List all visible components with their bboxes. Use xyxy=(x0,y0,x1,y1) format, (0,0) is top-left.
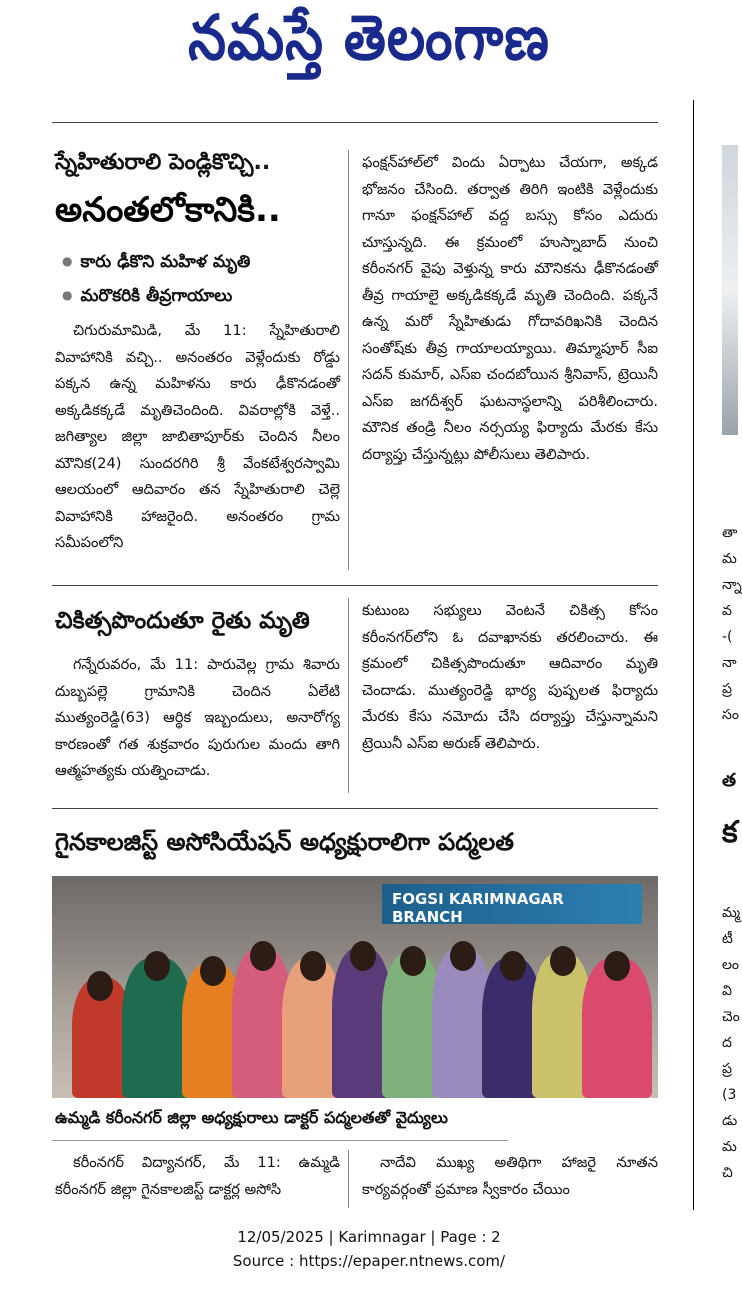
adjacent-column-fragment xyxy=(722,100,742,1210)
fragment-text: నా xyxy=(722,655,737,671)
story2-bottom-rule xyxy=(52,808,658,809)
photo-head xyxy=(87,971,113,1001)
photo-banner: FOGSI KARIMNAGAR BRANCH xyxy=(382,884,642,924)
masthead xyxy=(0,0,738,95)
story3-column-2 xyxy=(362,1150,658,1206)
story1-kicker: స్నేహితురాలి పెండ్లికొచ్చి.. xyxy=(55,150,271,175)
fragment-text: వ xyxy=(722,603,732,619)
photo-head xyxy=(550,946,576,976)
photo-head xyxy=(200,956,226,986)
fragment-text: ప్ర xyxy=(722,681,732,697)
photo-head xyxy=(250,941,276,971)
photo-head xyxy=(350,941,376,971)
group-photo xyxy=(52,876,658,1098)
story3-headline: గైనకాలజిస్ట్ అసోసియేషన్ అధ్యక్షురాలిగా పద్మలత xyxy=(55,828,514,856)
story3-body-1: కరీంనగర్ విద్యానగర్, మే 11: ఉమ్మడి కరీంనగర్ జిల్లా గైనకాలజిస్ట్ డాక్టర్ల అసోసి xyxy=(55,1154,340,1198)
story2-body-2: కుటుంబ సభ్యులు వెంటనే చికిత్స కోసం కరీంనగర్‌లోని ఓ దవాఖానకు తరలించారు. ఈ క్రమంలో చికిత్సపొందుతూ ఆదివారం మృతి చెందాడు. ముత్యంరెడ్డి భార్య పుష్పలత ఫిర్యాదు మేరకు కేసు నమోదు చేసి దర్యాప్తు చేస్తున్నామని ట్రెయినీ ఎస్‌ఐ అరుణ్ తెలిపారు. xyxy=(362,602,658,752)
fragment-text: న్నా xyxy=(722,577,742,593)
story1-column-1 xyxy=(55,318,340,568)
story2-column-2 xyxy=(362,598,658,793)
story2-headline: చికిత్సపొందుతూ రైతు మృతి xyxy=(55,608,310,634)
story1-bottom-rule xyxy=(52,585,658,586)
story3-column-1 xyxy=(55,1150,340,1206)
story2-column-1 xyxy=(55,652,340,792)
fragment-text: మ xyxy=(722,551,737,567)
photo-head xyxy=(400,946,426,976)
column-divider-3 xyxy=(348,1150,349,1208)
story1-bullet-2: ● మరొకరికి తీవ్రగాయాలు xyxy=(62,286,232,310)
photo-head xyxy=(144,951,170,981)
story1-bullet-1: ● కారు ఢీకొని మహిళ మృతి xyxy=(62,252,250,276)
fragment-text: చెం xyxy=(722,1009,740,1025)
story1-body-1: చిగురుమామిడి, మే 11: స్నేహితురాలి వివాహానికి వచ్చి.. అనంతరం వెళ్లేందుకు రోడ్డు పక్కన ఉన్న మహిళను కారు ఢీకొనడంతో అక్కడికక్కడే మృతిచెందింది. వివరాల్లోకి వెళ్తే.. జగిత్యాల జిల్లా జాబితాపూర్‌కు చెందిన నీలం మౌనిక(24) సుందరగిరి శ్రీ వేంకటేశ్వరస్వామి ఆలయంలో ఆదివారం తన స్నేహితురాలి చెల్లె వివాహానికి హాజరైంది. అనంతరం గ్రామ సమీపంలోని xyxy=(55,322,340,551)
top-rule xyxy=(52,122,658,123)
page-edge-rule xyxy=(693,100,694,1210)
column-divider xyxy=(348,150,349,570)
fragment-text: డు xyxy=(722,1113,738,1129)
story2-body-1: గన్నేరువరం, మే 11: పారువెల్ల గ్రామ శివారు దుబ్బపల్లె గ్రామానికి చెందిన ఏలేటి ముత్యంరెడ్డి(63) ఆర్థిక ఇబ్బందులు, అనారోగ్య కారణంతో గత శుక్రవారం పురుగుల మందు తాగి ఆత్మహత్యకు యత్నించాడు. xyxy=(55,656,340,779)
story1-body-2: ఫంక్షన్‌హాల్‌లో విందు ఏర్పాటు చేయగా, అక్కడ భోజనం చేసింది. తర్వాత తిరిగి ఇంటికి వెళ్లేందుకు గానూ ఫంక్షన్‌హాల్ వద్ద బస్సు కోసం ఎదురు చూస్తున్నది. ఈ క్రమంలో హుస్నాబాద్ నుంచి కరీంనగర్ వైపు వెళ్తున్న కారు మౌనికను ఢీకొనడంతో తీవ్ర గాయాలై అక్కడికక్కడే మృతి చెందింది. పక్కనే ఉన్న మరో స్నేహితుడు గోదావరిఖనికి చెందిన సంతోష్‌కు తీవ్ర గాయాలయ్యాయి. తిమ్మాపూర్ సీఐ సదన్ కుమార్, ఎస్‌ఐ చందబోయిన శ్రీనివాస్, ట్రెయినీ ఎస్‌ఐ జగదీశ్వర్ ఘటనాస్థలాన్ని పరిశీలించారు. మౌనిక తండ్రి నీలం నర్సయ్య ఫిర్యాదు మేరకు కేసు దర్యాప్తు చేస్తున్నట్లు పోలీసులు తెలిపారు. xyxy=(362,154,658,463)
fragment-text: మ xyxy=(722,1139,737,1155)
fragment-text: ద xyxy=(722,1035,732,1051)
photo-head xyxy=(604,951,630,981)
story3-body-2: నాదేవి ముఖ్య అతిథిగా హాజరై నూతన కార్యవర్గంతో ప్రమాణ స్వీకారం చేయిం xyxy=(362,1154,658,1198)
fragment-text: మ్మ xyxy=(722,905,741,921)
fragment-text: ప్ర xyxy=(722,1061,732,1077)
fragment-text: చి xyxy=(722,1165,733,1181)
footer-date-page: 12/05/2025 | Karimnagar | Page : 2 xyxy=(237,1228,501,1246)
fragment-text: క xyxy=(722,815,738,850)
photo-head xyxy=(300,951,326,981)
newspaper-title: నమస్తే తెలంగాణ xyxy=(188,0,550,74)
photo-head xyxy=(450,941,476,971)
footer-source: Source : https://epaper.ntnews.com/ xyxy=(232,1252,506,1270)
fragment-text: వి xyxy=(722,983,732,999)
story1-column-2 xyxy=(362,150,658,570)
fragment-text: (3 xyxy=(722,1087,737,1103)
adjacent-photo xyxy=(722,145,738,435)
story1-headline: అనంతలోకానికి.. xyxy=(55,190,281,230)
photo-head xyxy=(500,951,526,981)
fragment-text: టీ xyxy=(722,931,733,947)
column-divider-2 xyxy=(348,598,349,793)
fragment-text: త xyxy=(722,770,737,791)
caption-rule xyxy=(52,1140,508,1141)
photo-caption: ఉమ్మడి కరీంనగర్ జిల్లా అధ్యక్షురాలు డాక్టర్ పద్మలతతో వైద్యులు xyxy=(55,1108,448,1127)
fragment-text: తా xyxy=(722,525,738,541)
fragment-text: -( xyxy=(722,629,733,645)
fragment-text: లం xyxy=(722,957,740,973)
fragment-text: సం xyxy=(722,707,739,723)
